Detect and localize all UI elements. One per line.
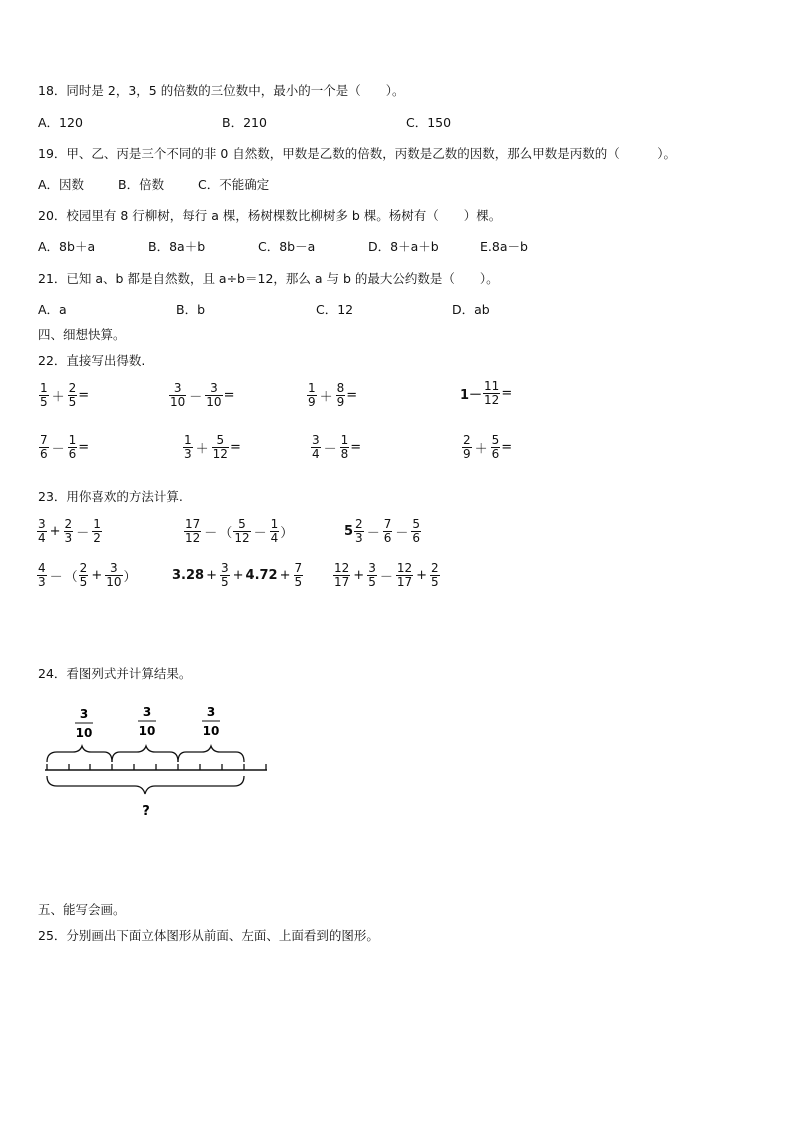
q22-expr-8: $\frac{2}{9}$ ＋ $\frac{5}{6}$ = xyxy=(463,433,513,461)
q22-expr-4: 1－ $\frac{11}{12}$ = xyxy=(460,379,513,407)
q22-expr-6: $\frac{1}{3}$ ＋ $\frac{5}{12}$ = xyxy=(184,433,241,461)
q21-option-b: B．b xyxy=(176,302,206,317)
segment-label-3 xyxy=(202,705,220,738)
fraction: $\frac{3}{4}$ xyxy=(312,433,320,461)
q23-expr-5: 3.28 + $\frac{3}{5}$ + 4.72 + $\frac{7}{5}$ xyxy=(172,561,303,589)
q20-option-b: B．8a＋b xyxy=(148,239,206,254)
fraction: $\frac{11}{12}$ xyxy=(484,379,500,407)
q20-option-e: E.8a－b xyxy=(480,239,528,254)
q19-option-a: A．因数 xyxy=(38,177,85,192)
q21-option-c: C．12 xyxy=(316,302,354,317)
svg-text:10: 10 xyxy=(202,724,220,738)
question-20: 20．校园里有 8 行柳树，每行 a 棵，杨树棵数比柳树多 b 棵。杨树有（ ）棵。 xyxy=(38,208,502,223)
question-21: 21．已知 a、b 都是自然数，且 a÷b＝12，那么 a 与 b 的最大公约数是（ ）。 xyxy=(38,271,499,286)
fraction: $\frac{1}{9}$ xyxy=(308,381,316,409)
q22-expr-2: $\frac{3}{10}$ － $\frac{3}{10}$ = xyxy=(170,381,235,409)
q22-expr-7: $\frac{3}{4}$ － $\frac{1}{8}$ = xyxy=(312,433,362,461)
question-23-title: 23．用你喜欢的方法计算. xyxy=(38,489,183,504)
ticks xyxy=(47,764,266,770)
q20-option-a: A．8b＋a xyxy=(38,239,96,254)
q23-expr-1: $\frac{3}{4}$ + $\frac{2}{3}$ － $\frac{1}{2}$ xyxy=(38,517,101,545)
fraction: $\frac{1}{8}$ xyxy=(340,433,349,461)
segment-label-1 xyxy=(75,707,93,740)
q22-expr-3: $\frac{1}{9}$ ＋ $\frac{8}{9}$ = xyxy=(308,381,358,409)
q21-option-d: D．ab xyxy=(452,302,490,317)
q20-option-c: C．8b－a xyxy=(258,239,316,254)
number-line-diagram xyxy=(40,702,275,822)
fraction: $\frac{1}{5}$ xyxy=(40,381,48,409)
svg-text:10: 10 xyxy=(138,724,156,738)
q23-expr-2: $\frac{17}{12}$ － （ $\frac{5}{12}$ － $\frac{1}{4}$ ） xyxy=(185,517,294,545)
q18-option-b: B．210 xyxy=(222,115,267,130)
fraction: $\frac{2}{5}$ xyxy=(68,381,77,409)
q23-expr-6: $\frac{12}{17}$ + $\frac{3}{5}$ － $\frac{12}{17}$ + $\frac{2}{5}$ xyxy=(334,561,439,589)
question-25-title: 25．分别画出下面立体图形从前面、左面、上面看到的图形。 xyxy=(38,928,379,943)
segment-label-2 xyxy=(138,705,156,738)
question-18: 18．同时是 2，3，5 的倍数的三位数中，最小的一个是（ ）。 xyxy=(38,83,405,98)
top-brace-2 xyxy=(112,746,178,762)
question-19: 19．甲、乙、丙是三个不同的非 0 自然数，甲数是乙数的倍数，丙数是乙数的因数，那么甲数是丙数的（ ）。 xyxy=(38,146,677,161)
q18-option-c: C．150 xyxy=(406,115,452,130)
top-brace-1 xyxy=(47,746,112,762)
fraction: $\frac{5}{12}$ xyxy=(212,433,228,461)
fraction: $\frac{2}{9}$ xyxy=(463,433,471,461)
q22-expr-5: $\frac{7}{6}$ － $\frac{1}{6}$ = xyxy=(40,433,90,461)
q21-option-a: A．a xyxy=(38,302,67,317)
fraction: $\frac{8}{9}$ xyxy=(336,381,345,409)
q23-expr-3: 5 $\frac{2}{3}$ － $\frac{7}{6}$ － $\frac{5}{6}$ xyxy=(344,517,420,545)
question-24-title: 24．看图列式并计算结果。 xyxy=(38,666,192,681)
q23-expr-4: $\frac{4}{3}$ － （ $\frac{2}{5}$ + $\frac{3}{10}$ ） xyxy=(38,561,137,589)
fraction: $\frac{3}{10}$ xyxy=(170,381,186,409)
q19-option-b: B．倍数 xyxy=(118,177,165,192)
top-brace-3 xyxy=(178,746,244,762)
q20-option-d: D．8＋a＋b xyxy=(368,239,439,254)
q19-option-c: C．不能确定 xyxy=(198,177,270,192)
question-mark: ? xyxy=(142,804,150,819)
svg-text:3: 3 xyxy=(79,707,89,721)
fraction: $\frac{1}{3}$ xyxy=(184,433,192,461)
bottom-brace xyxy=(47,776,244,794)
fraction: $\frac{3}{10}$ xyxy=(206,381,222,409)
fraction: $\frac{5}{6}$ xyxy=(491,433,500,461)
svg-text:3: 3 xyxy=(142,705,152,719)
q18-option-a: A．120 xyxy=(38,115,83,130)
svg-text:3: 3 xyxy=(206,705,216,719)
section-4-heading: 四、细想快算。 xyxy=(38,327,126,342)
fraction: $\frac{1}{6}$ xyxy=(68,433,77,461)
svg-text:10: 10 xyxy=(75,726,93,740)
q22-expr-1: $\frac{1}{5}$ ＋ $\frac{2}{5}$ = xyxy=(40,381,90,409)
fraction: $\frac{7}{6}$ xyxy=(40,433,48,461)
section-5-heading: 五、能写会画。 xyxy=(38,902,126,917)
question-22-title: 22．直接写出得数. xyxy=(38,353,146,368)
